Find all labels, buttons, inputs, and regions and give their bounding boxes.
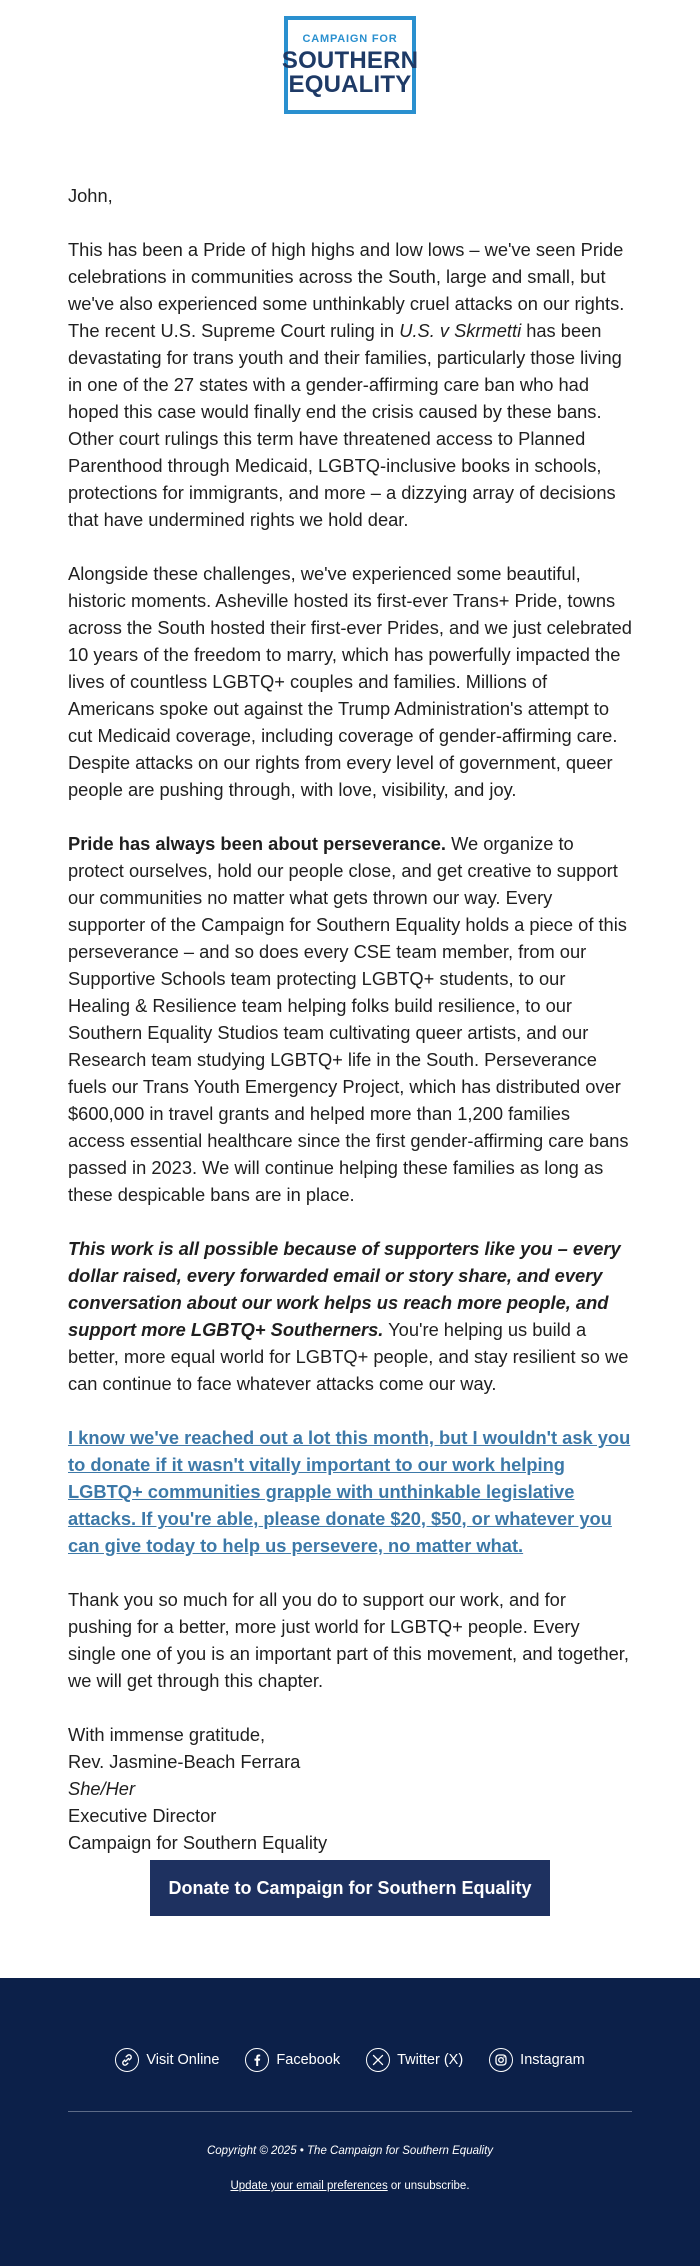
email-preferences — [0, 2180, 700, 2192]
greeting: John, — [68, 185, 113, 206]
paragraph-3: Pride has always been about perseverance. We organize to protect ourselves, hold our people close, and get creative to support our communities no matter what gets thrown our way. Every supporter of the Campaign for Southern Equality holds a piece of this perseverance – and so does every CSE team member, from our Supportive Schools team protecting LGBTQ+ students, to our Healing & Resilience team helping folks build resilience, to our Southern Equality Studios team cultivating queer artists, and our Research team studying LGBTQ+ life in the South. Perseverance fuels our Trans Youth Emergency Project, which has distributed over $600,000 in travel grants and helped more than 1,200 families access essential healthcare since the first gender-affirming care bans passed in 2023. We will continue helping these families as long as these despicable bans are in place. — [68, 833, 629, 1205]
supporters-callout: This work is all possible because of supporters like you – every dollar raised, every forwarded email or story share, and every conversation about our work helps us reach more people, and support more LGBTQ+ Southerners. — [68, 1238, 621, 1340]
paragraph-2: Alongside these challenges, we've experienced some beautiful, historic moments. Asheville hosted its first-ever Trans+ Pride, towns across the South hosted their first-ever Prides, and we just celebrated 10 years of the freedom to marry, which has powerfully impacted the lives of countless LGBTQ+ couples and families. Millions of Americans spoke out against the Trump Administration's attempt to cut Medicaid coverage, including coverage of gender-affirming care. Despite attacks on our rights from every level of government, queer people are pushing through, with love, visibility, and joy. — [68, 563, 632, 800]
social-label: Facebook — [276, 2052, 341, 2068]
signature — [68, 1721, 632, 1856]
social-label: Instagram — [520, 2052, 585, 2068]
footer-divider — [68, 2111, 632, 2112]
logo-line-1: CAMPAIGN FOR — [302, 32, 398, 45]
paragraph-5 — [68, 1424, 632, 1559]
instagram-icon — [489, 2048, 513, 2072]
perseverance-heading: Pride has always been about perseverance. — [68, 833, 446, 854]
social-links — [0, 2048, 700, 2072]
update-preferences-link[interactable]: Update your email preferences — [230, 2180, 388, 2192]
copyright: Copyright © 2025 • The Campaign for Southern Equality — [206, 2145, 494, 2157]
signoff: With immense gratitude, — [68, 1724, 266, 1745]
signature-org: Campaign for Southern Equality — [68, 1832, 328, 1853]
social-link-twitter[interactable] — [366, 2048, 463, 2072]
logo-line-2: SOUTHERN — [281, 46, 419, 74]
social-link-visit-online[interactable] — [115, 2048, 219, 2072]
email-body — [68, 182, 632, 1856]
donate-button[interactable]: Donate to Campaign for Southern Equality — [150, 1860, 550, 1916]
unsubscribe-text: or unsubscribe. — [387, 2180, 470, 2192]
facebook-icon — [245, 2048, 269, 2072]
paragraph-4: This work is all possible because of supporters like you – every dollar raised, every forwarded email or story share, and every conversation about our work helps us reach more people, and support more LGBTQ+ Southerners. You're helping us build a better, more equal world for LGBTQ+ people, and stay resilient so we can continue to face whatever attacks come our way. — [68, 1238, 629, 1394]
signature-pronouns: She/Her — [68, 1778, 136, 1799]
donate-section — [0, 1860, 700, 1916]
logo-line-3: EQUALITY — [288, 70, 412, 98]
cse-logo[interactable] — [281, 16, 419, 114]
social-link-facebook[interactable] — [245, 2048, 340, 2072]
x-icon — [366, 2048, 390, 2072]
paragraph-1: This has been a Pride of high highs and low lows – we've seen Pride celebrations in communities across the South, large and small, but we've also experienced some unthinkably cruel attacks on our rights. The recent U.S. Supreme Court ruling in U.S. v Skrmetti has been devastating for trans youth and their families, particularly those living in one of the 27 states with a gender-affirming care ban who had hoped this case would finally end the crisis caused by these bans. Other court rulings this term have threatened access to Planned Parenthood through Medicaid, LGBTQ-inclusive books in schools, protections for immigrants, and more – a dizzying array of decisions that have undermined rights we hold dear. — [68, 239, 625, 530]
header — [0, 16, 700, 114]
case-name: U.S. v Skrmetti — [399, 320, 522, 341]
paragraph-6: Thank you so much for all you do to support our work, and for pushing for a better, more just world for LGBTQ+ people. Every single one of you is an important part of this movement, and together, we will get through this chapter. — [68, 1589, 629, 1691]
social-label: Visit Online — [146, 2052, 220, 2068]
social-label: Twitter (X) — [397, 2052, 464, 2068]
footer — [0, 1978, 700, 2266]
link-icon — [115, 2048, 139, 2072]
social-link-instagram[interactable] — [489, 2048, 584, 2072]
donate-link[interactable]: I know we've reached out a lot this month, but I wouldn't ask you to donate if it wasn't vitally important to our work helping LGBTQ+ communities grapple with unthinkable legislative attacks. If you're able, please donate $20, $50, or whatever you can give today to help us persevere, no matter what. — [68, 1427, 631, 1556]
signature-title: Executive Director — [68, 1805, 217, 1826]
signature-name: Rev. Jasmine-Beach Ferrara — [68, 1751, 301, 1772]
